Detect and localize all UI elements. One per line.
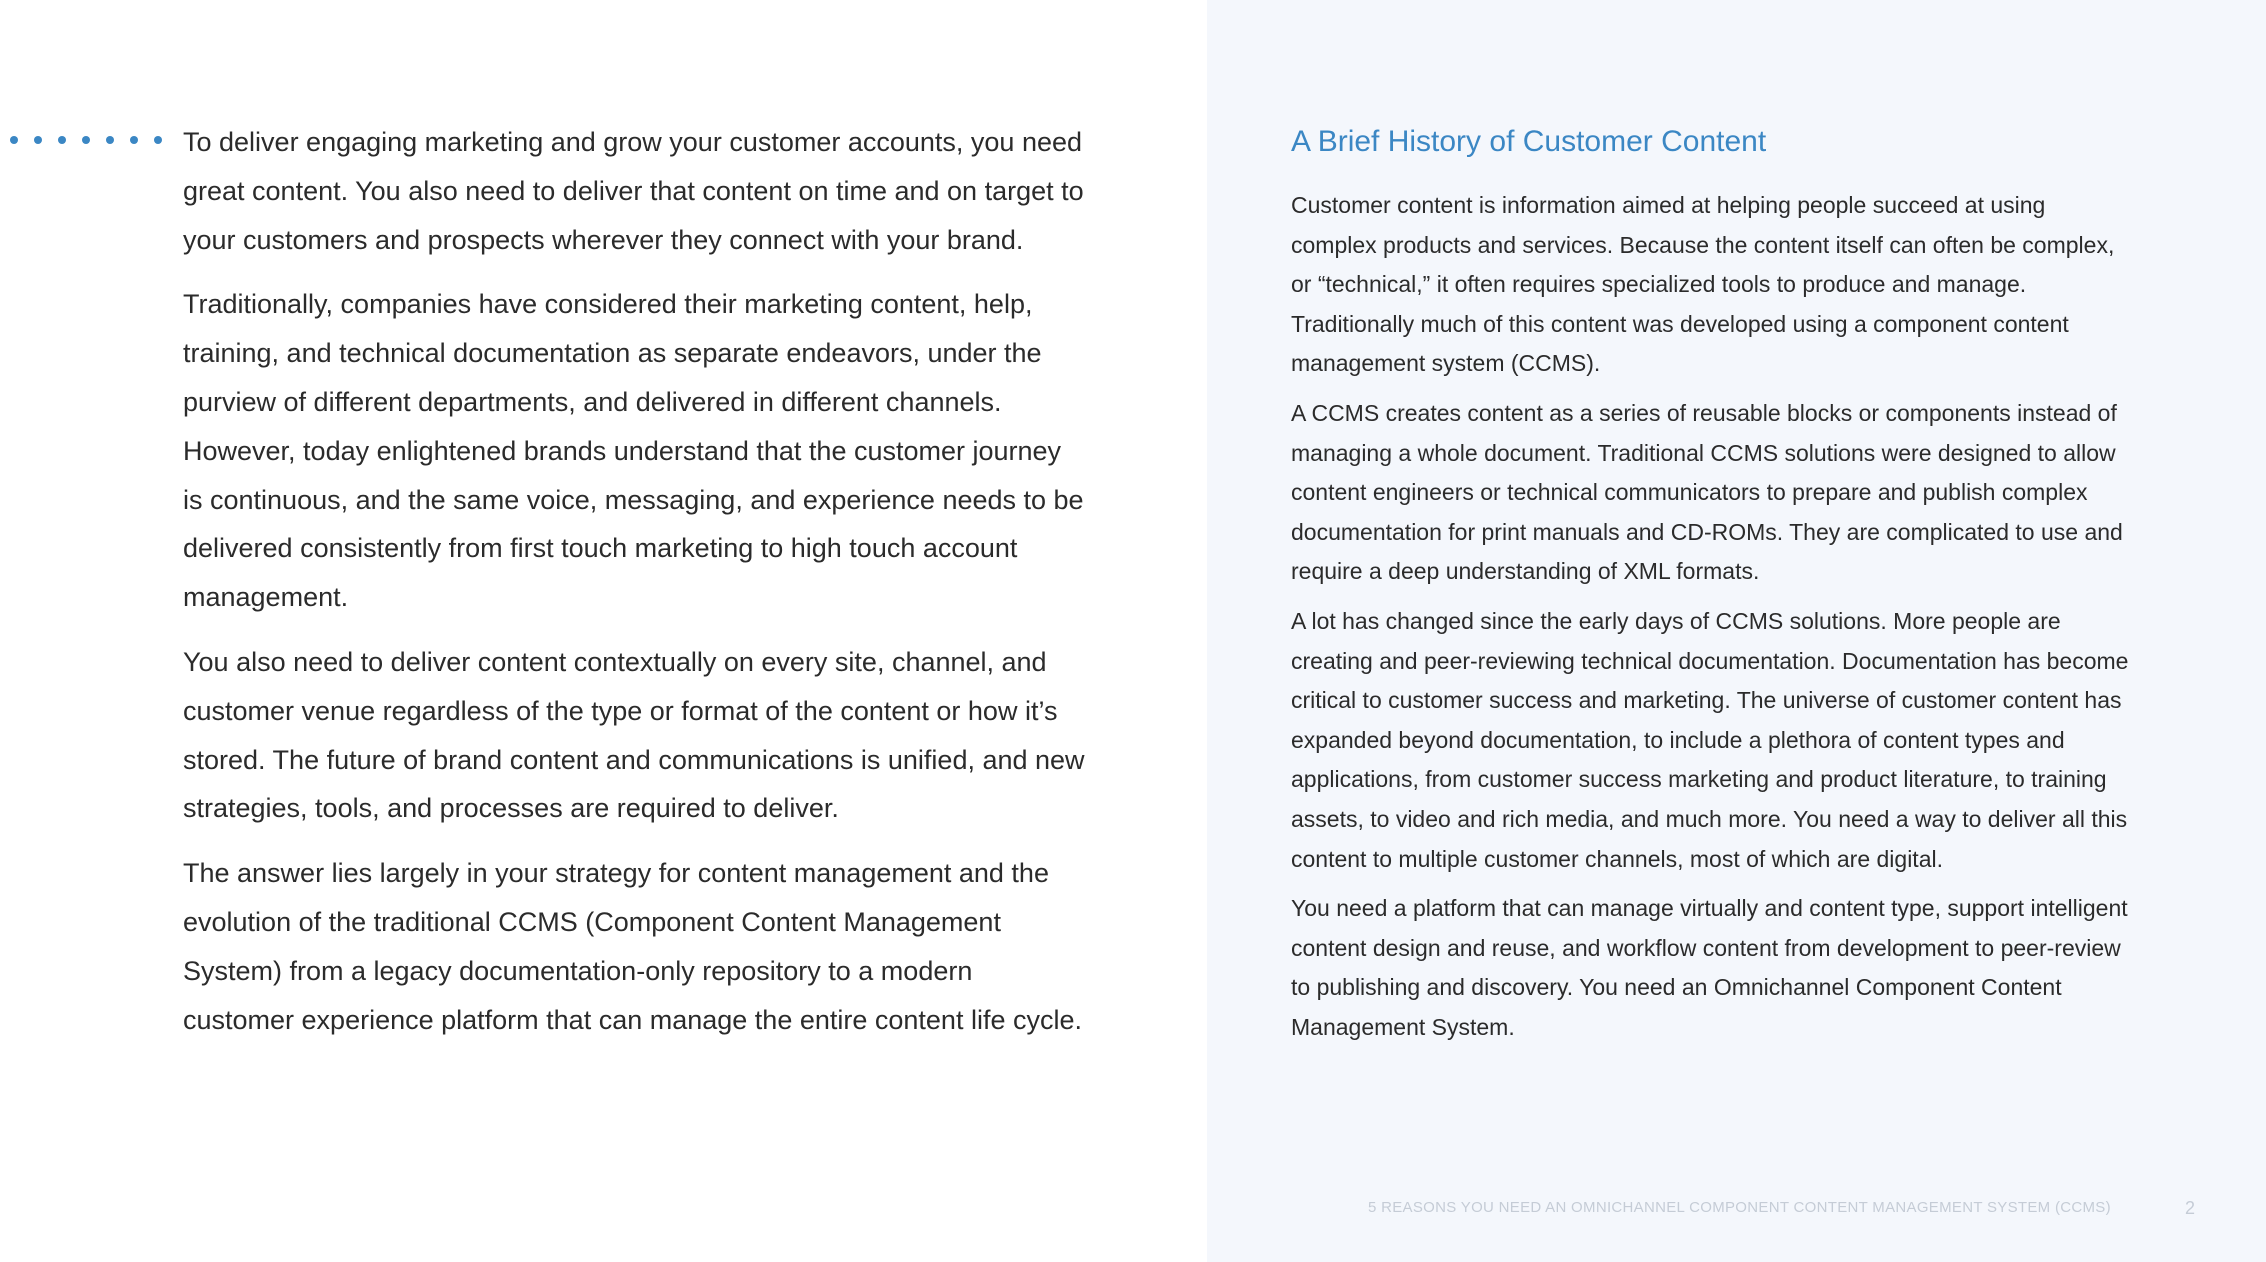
dot-icon (34, 136, 42, 144)
dot-icon (130, 136, 138, 144)
history-paragraph: Customer content is information aimed at helping people succeed at using complex products and services. Because the content itself can often be complex, or “technical,” it often requires specialized tools to produce and manage. Traditionally much of this content was developed using a component content management system (CCMS). (1291, 192, 2115, 377)
dot-icon (106, 136, 114, 144)
dot-icon (82, 136, 90, 144)
history-paragraph: You need a platform that can manage virtually and content type, support intelligent content design and reuse, and workflow content from development to peer-review to publishing and discovery. You need an Omnichannel Component Content Management System. (1291, 895, 2128, 1040)
history-paragraph: A lot has changed since the early days of CCMS solutions. More people are creating and peer-reviewing technical documentation. Documentation has become critical to customer success and marketing. The universe of customer content has expanded beyond documentation, to include a plethora of content types and applications, from customer success marketing and product literature, to training assets, to video and rich media, and much more. You need a way to deliver all this content to multiple customer channels, most of which are digital. (1291, 607, 2129, 872)
decorative-dot-row (10, 136, 178, 144)
history-body (1291, 186, 2131, 1057)
intro-body (183, 118, 1088, 1060)
dot-icon (10, 136, 18, 144)
history-section-title: A Brief History of Customer Content (1291, 125, 1767, 158)
intro-paragraph: You also need to deliver content contextually on every site, channel, and customer venue regardless of the type or format of the content or how it’s stored. The future of brand content and communications is unified, and new strategies, tools, and processes are required to deliver. (183, 646, 1085, 824)
page-number: 2 (2185, 1198, 2196, 1218)
intro-paragraph: To deliver engaging marketing and grow your customer accounts, you need great content. You also need to deliver that content on time and on target to your customers and prospects wherever they connect with your brand. (183, 127, 1084, 255)
footer-document-title: 5 REASONS YOU NEED AN OMNICHANNEL COMPONENT CONTENT MANAGEMENT SYSTEM (CCMS) (1368, 1199, 2111, 1216)
dot-icon (58, 136, 66, 144)
history-paragraph: A CCMS creates content as a series of reusable blocks or components instead of managing a whole document. Traditional CCMS solutions were designed to allow content engineers or technical communicators to prepare and publish complex documentation for print manuals and CD-ROMs. They are complicated to use and require a deep understanding of XML formats. (1291, 399, 2123, 585)
intro-paragraph: Traditionally, companies have considered their marketing content, help, training, and technical documentation as separate endeavors, under the purview of different departments, and delivered in different channels. However, today enlightened brands understand that the customer journey is continuous, and the same voice, messaging, and experience needs to be delivered consistently from first touch marketing to high touch account management. (183, 289, 1084, 613)
intro-paragraph: The answer lies largely in your strategy for content management and the evolution of the traditional CCMS (Component Content Management System) from a legacy documentation-only repository to a modern customer experience platform that can manage the entire content life cycle. (183, 858, 1082, 1035)
dot-icon (154, 136, 162, 144)
